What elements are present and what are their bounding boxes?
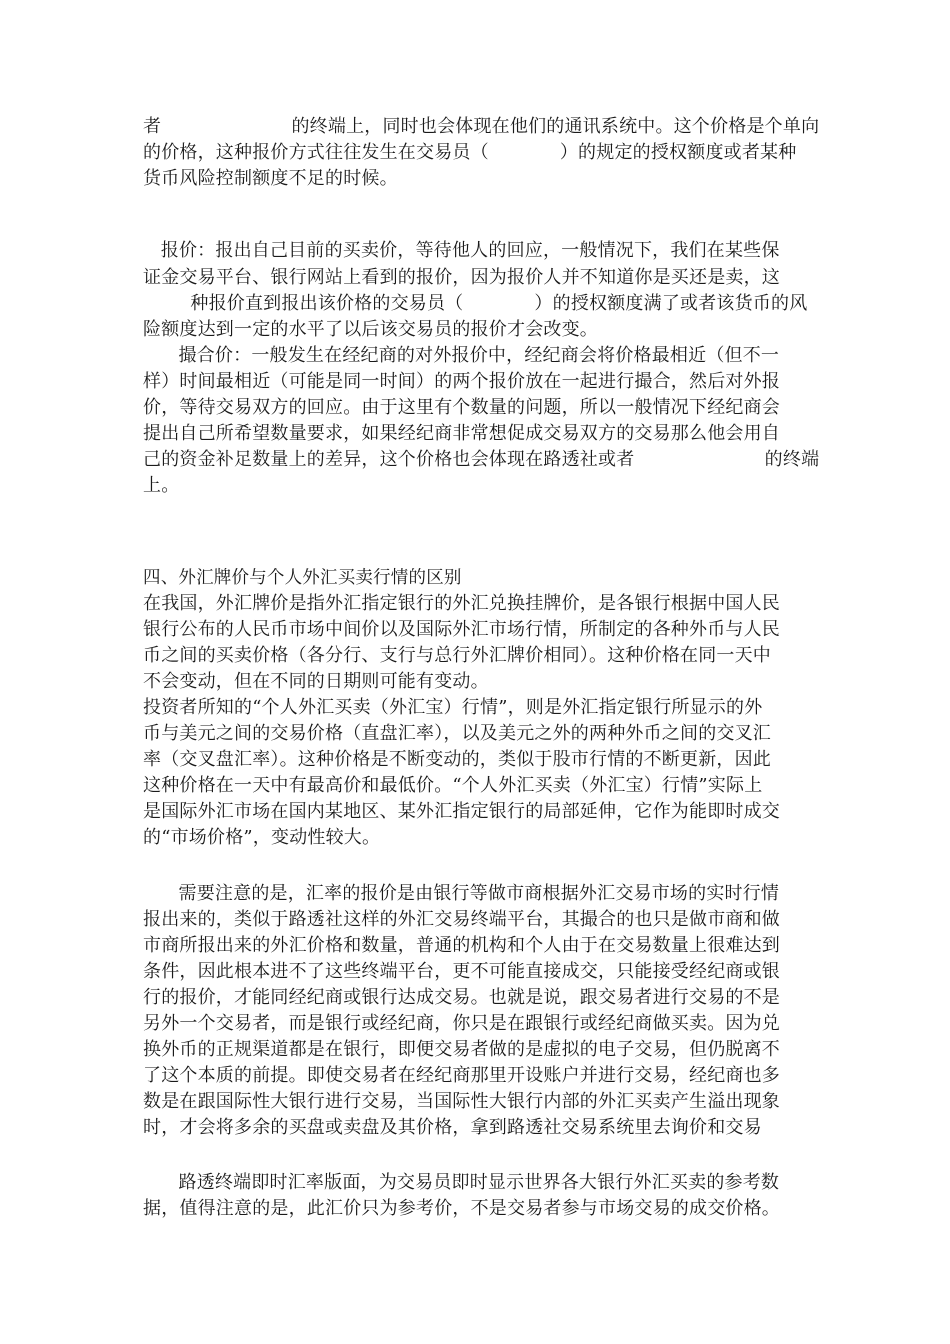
text-line: 不会变动，但在不同的日期则可能有变动。 — [143, 671, 489, 692]
text-line: 己的资金补足数量上的差异，这个价格也会体现在路透社或者 的终端 — [143, 449, 820, 470]
text-line: 银行公布的人民币市场中间价以及国际外汇市场行情，所制定的各种外币与人民 — [143, 619, 780, 640]
text-line: 报出来的，类似于路透社这样的外汇交易终端平台，其撮合的也只是做市商和做 — [143, 909, 780, 930]
text-line: 货币风险控制额度不足的时候。 — [143, 168, 398, 189]
text-line: 需要注意的是，汇率的报价是由银行等做市商根据外汇交易市场的实时行情 — [143, 883, 780, 904]
section-heading: 四、外汇牌价与个人外汇买卖行情的区别 — [143, 568, 462, 588]
text-line: 的“市场价格”，变动性较大。 — [143, 827, 381, 848]
text-line: 上。 — [143, 475, 180, 496]
text-line: 投资者所知的“个人外汇买卖（外汇宝）行情”，则是外汇指定银行所显示的外 — [143, 697, 763, 718]
text-line: 条件，因此根本进不了这些终端平台，更不可能直接成交，只能接受经纪商或银 — [143, 961, 780, 982]
text-line: 种报价直到报出该价格的交易员（ ）的授权额度满了或者该货币的风 — [143, 293, 808, 314]
text-line: 行的报价，才能同经纪商或银行达成交易。也就是说，跟交易者进行交易的不是 — [143, 987, 780, 1008]
text-line: 撮合价：一般发生在经纪商的对外报价中，经纪商会将价格最相近（但不一 — [143, 345, 780, 366]
text-line: 样）时间最相近（可能是同一时间）的两个报价放在一起进行撮合，然后对外报 — [143, 371, 780, 392]
text-line: 是国际外汇市场在国内某地区、某外汇指定银行的局部延伸，它作为能即时成交 — [143, 801, 780, 822]
text-line: 率（交叉盘汇率）。这种价格是不断变动的，类似于股市行情的不断更新，因此 — [143, 749, 771, 770]
text-line: 的价格，这种报价方式往往发生在交易员（ ）的规定的授权额度或者某种 — [143, 142, 797, 163]
text-line: 这种价格在一天中有最高价和最低价。“个人外汇买卖（外汇宝）行情”实际上 — [143, 775, 763, 796]
text-line: 证金交易平台、银行网站上看到的报价，因为报价人并不知道你是买还是卖，这 — [143, 267, 780, 288]
text-line: 提出自己所希望数量要求，如果经纪商非常想促成交易双方的交易那么他会用自 — [143, 423, 780, 444]
text-line: 了这个本质的前提。即使交易者在经纪商那里开设账户并进行交易，经纪商也多 — [143, 1065, 780, 1086]
text-line: 另外一个交易者，而是银行或经纪商，你只是在跟银行或经纪商做买卖。因为兑 — [143, 1013, 780, 1034]
text-line: 换外币的正规渠道都是在银行，即便交易者做的是虚拟的电子交易，但仍脱离不 — [143, 1039, 780, 1060]
text-line: 数是在跟国际性大银行进行交易，当国际性大银行内部的外汇买卖产生溢出现象 — [143, 1091, 780, 1112]
text-line: 在我国，外汇牌价是指外汇指定银行的外汇兑换挂牌价，是各银行根据中国人民 — [143, 593, 780, 614]
text-line: 价，等待交易双方的回应。由于这里有个数量的问题，所以一般情况下经纪商会 — [143, 397, 780, 418]
text-line: 币与美元之间的交易价格（直盘汇率），以及美元之外的两种外币之间的交叉汇 — [143, 723, 771, 744]
text-line: 险额度达到一定的水平了以后该交易员的报价才会改变。 — [143, 319, 598, 340]
text-line: 据，值得注意的是，此汇价只为参考价，不是交易者参与市场交易的成交价格。 — [143, 1198, 780, 1219]
text-line: 市商所报出来的外汇价格和数量，普通的机构和个人由于在交易数量上很难达到 — [143, 935, 780, 956]
text-line: 者 的终端上，同时也会体现在他们的通讯系统中。这个价格是个单向 — [143, 116, 820, 137]
text-line: 报价：报出自己目前的买卖价，等待他人的回应，一般情况下，我们在某些保 — [143, 240, 780, 261]
text-line: 时，才会将多余的买盘或卖盘及其价格，拿到路透社交易系统里去询价和交易 — [143, 1117, 762, 1138]
text-line: 币之间的买卖价格（各分行、支行与总行外汇牌价相同）。这种价格在同一天中 — [143, 645, 771, 666]
text-line: 路透终端即时汇率版面，为交易员即时显示世界各大银行外汇买卖的参考数 — [143, 1172, 780, 1193]
